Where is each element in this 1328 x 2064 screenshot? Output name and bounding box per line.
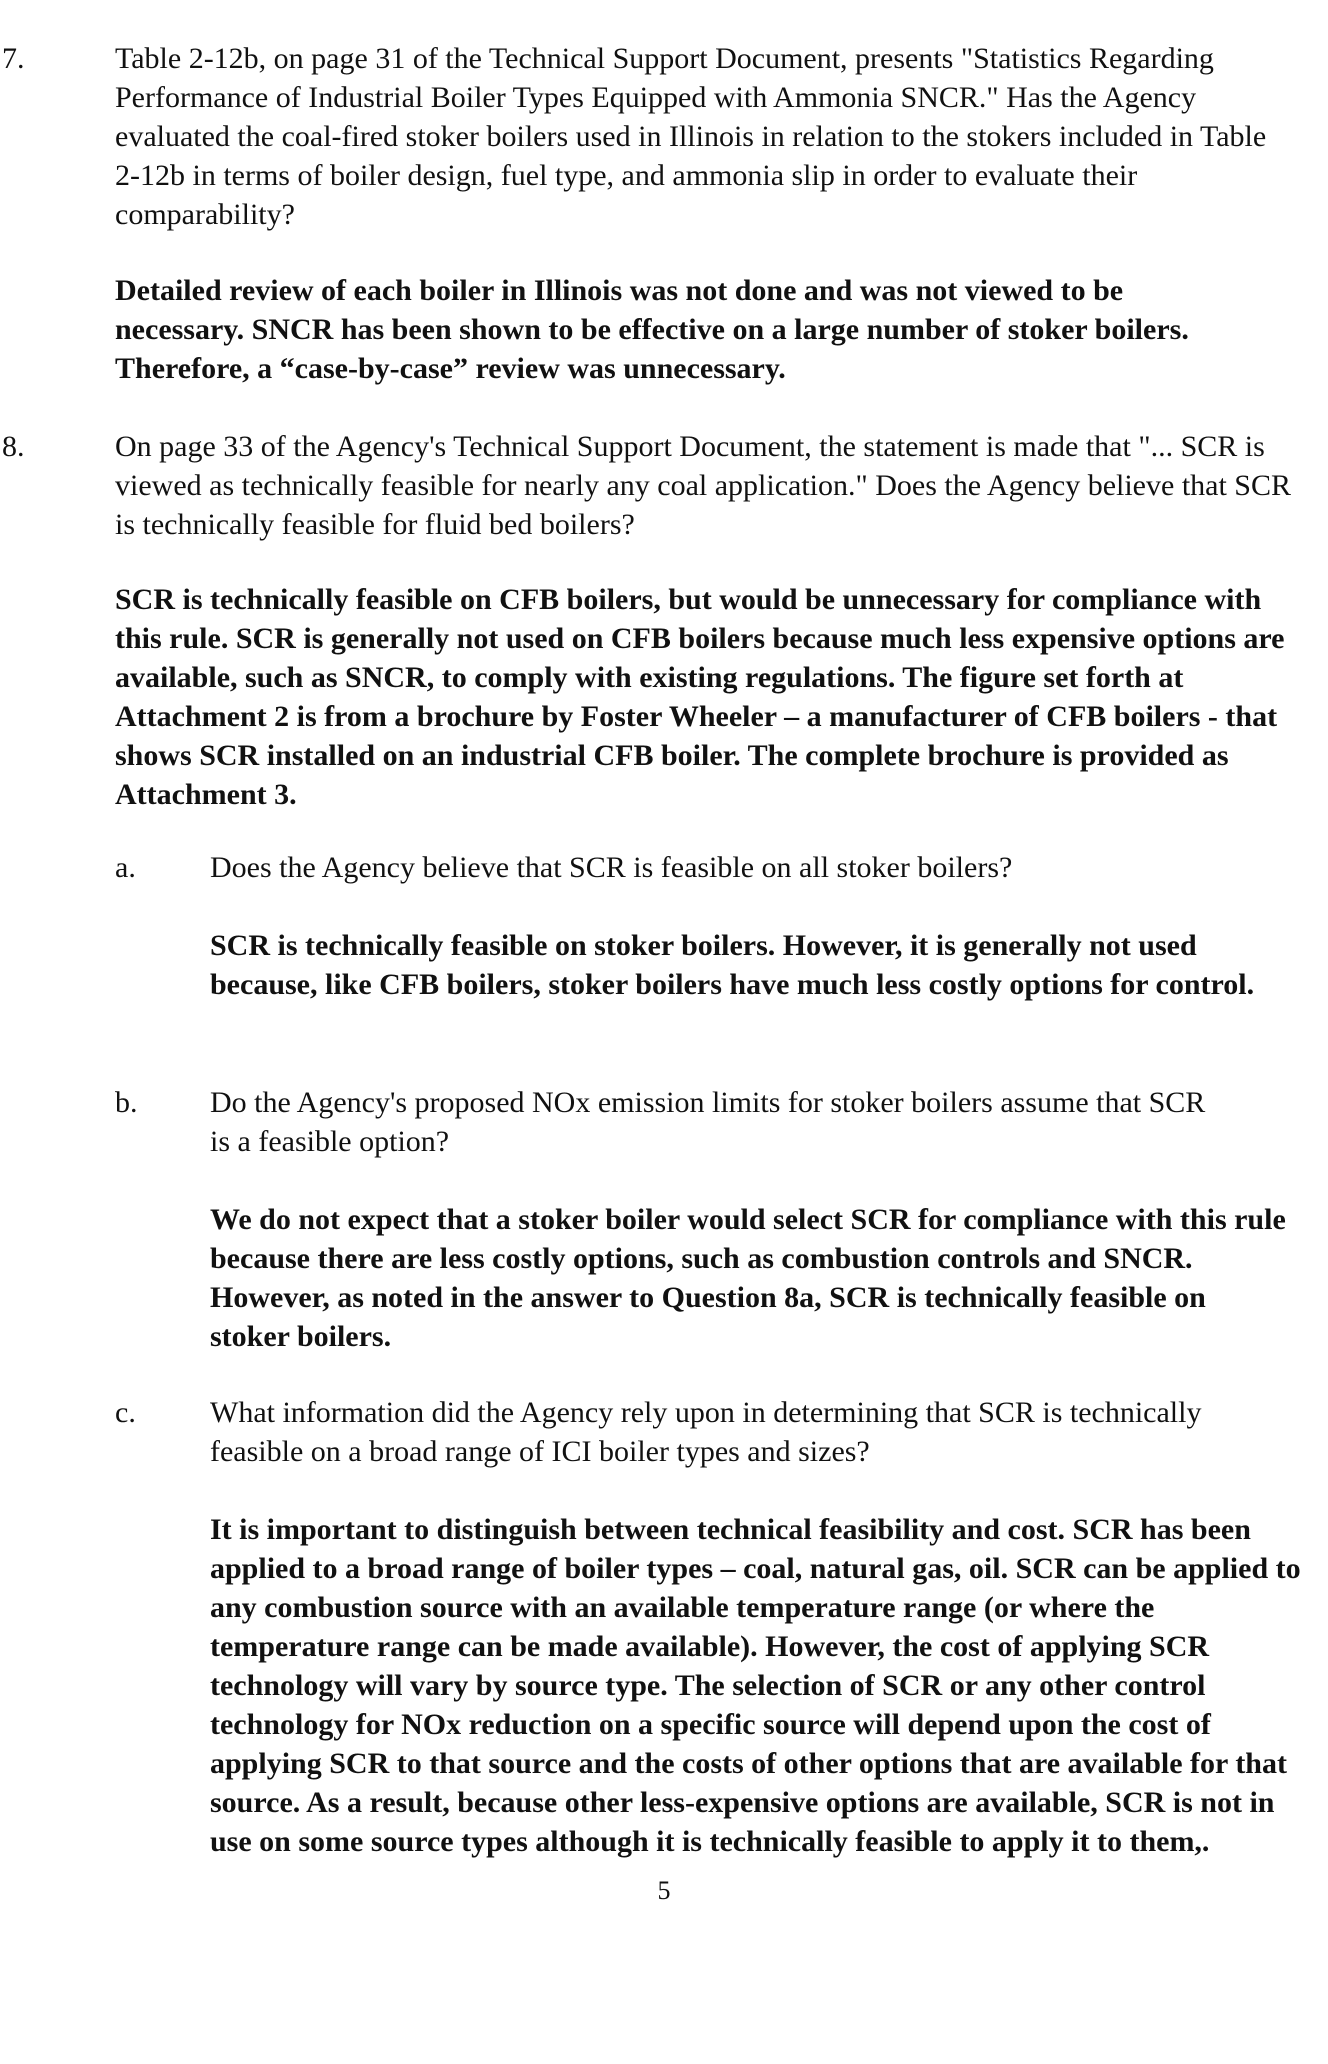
question-8b-letter: b. — [115, 1086, 138, 1119]
question-8-text: On page 33 of the Agency's Technical Support Document, the statement is made that "... SCR is viewed as technically feasible for nearly any coal application." Does the Agency believe that SCR is technically feasible for fluid bed boilers? — [115, 430, 1292, 541]
question-7-text: Table 2-12b, on page 31 of the Technical Support Document, presents "Statistics Regarding Performance of Industrial Boiler Types Equipped with Ammonia SNCR." Has the Agency evaluated the coal-fired stoker boilers used in Illinois in relation to the stokers included in Table 2-12b in terms of boiler design, fuel type, and ammonia slip in order to evaluate their comparability? — [115, 42, 1267, 231]
answer-8b-text: We do not expect that a stoker boiler would select SCR for compliance with this rule because there are less costly options, such as combustion controls and SNCR. However, as noted in the answer to Question 8a, SCR is technically feasible on stoker boilers. — [210, 1203, 1286, 1353]
question-8a-letter: a. — [115, 851, 136, 884]
question-7-number: 7. — [2, 42, 25, 75]
question-8c-letter: c. — [115, 1396, 136, 1429]
answer-7-text: Detailed review of each boiler in Illinois was not done and was not viewed to be necessary. SNCR has been shown to be effective on a large number of stoker boilers. Therefore, a “case-by-case” review was unnecessary. — [115, 274, 1189, 385]
question-8-number: 8. — [2, 430, 25, 463]
answer-8-text: SCR is technically feasible on CFB boilers, but would be unnecessary for compliance with this rule. SCR is generally not used on CFB boilers because much less expensive options are available, such as SNCR, to comply with existing regulations. The figure set forth at Attachment 2 is from a brochure by Foster Wheeler – a manufacturer of CFB boilers - that shows SCR installed on an industrial CFB boiler. The complete brochure is provided as Attachment 3. — [115, 583, 1285, 811]
question-8a-text: Does the Agency believe that SCR is feasible on all stoker boilers? — [210, 851, 1013, 884]
answer-8c-text: It is important to distinguish between technical feasibility and cost. SCR has been applied to a broad range of boiler types – coal, natural gas, oil. SCR can be applied to any combustion source with an available temperature range (or where the temperature range can be made available). However, the cost of applying SCR technology will vary by source type. The selection of SCR or any other control technology for NOx reduction on a specific source will depend upon the cost of applying SCR to that source and the costs of other options that are available for that source. As a result, because other less-expensive options are available, SCR is not in use on some source types although it is technically feasible to apply it to them,. — [210, 1513, 1301, 1858]
question-8b-text: Do the Agency's proposed NOx emission limits for stoker boilers assume that SCR is a feasible option? — [210, 1086, 1206, 1158]
question-8c-text: What information did the Agency rely upon in determining that SCR is technically feasible on a broad range of ICI boiler types and sizes? — [210, 1396, 1202, 1468]
page-number: 5 — [657, 1876, 671, 1905]
answer-8a-text: SCR is technically feasible on stoker boilers. However, it is generally not used because, like CFB boilers, stoker boilers have much less costly options for control. — [210, 929, 1255, 1001]
